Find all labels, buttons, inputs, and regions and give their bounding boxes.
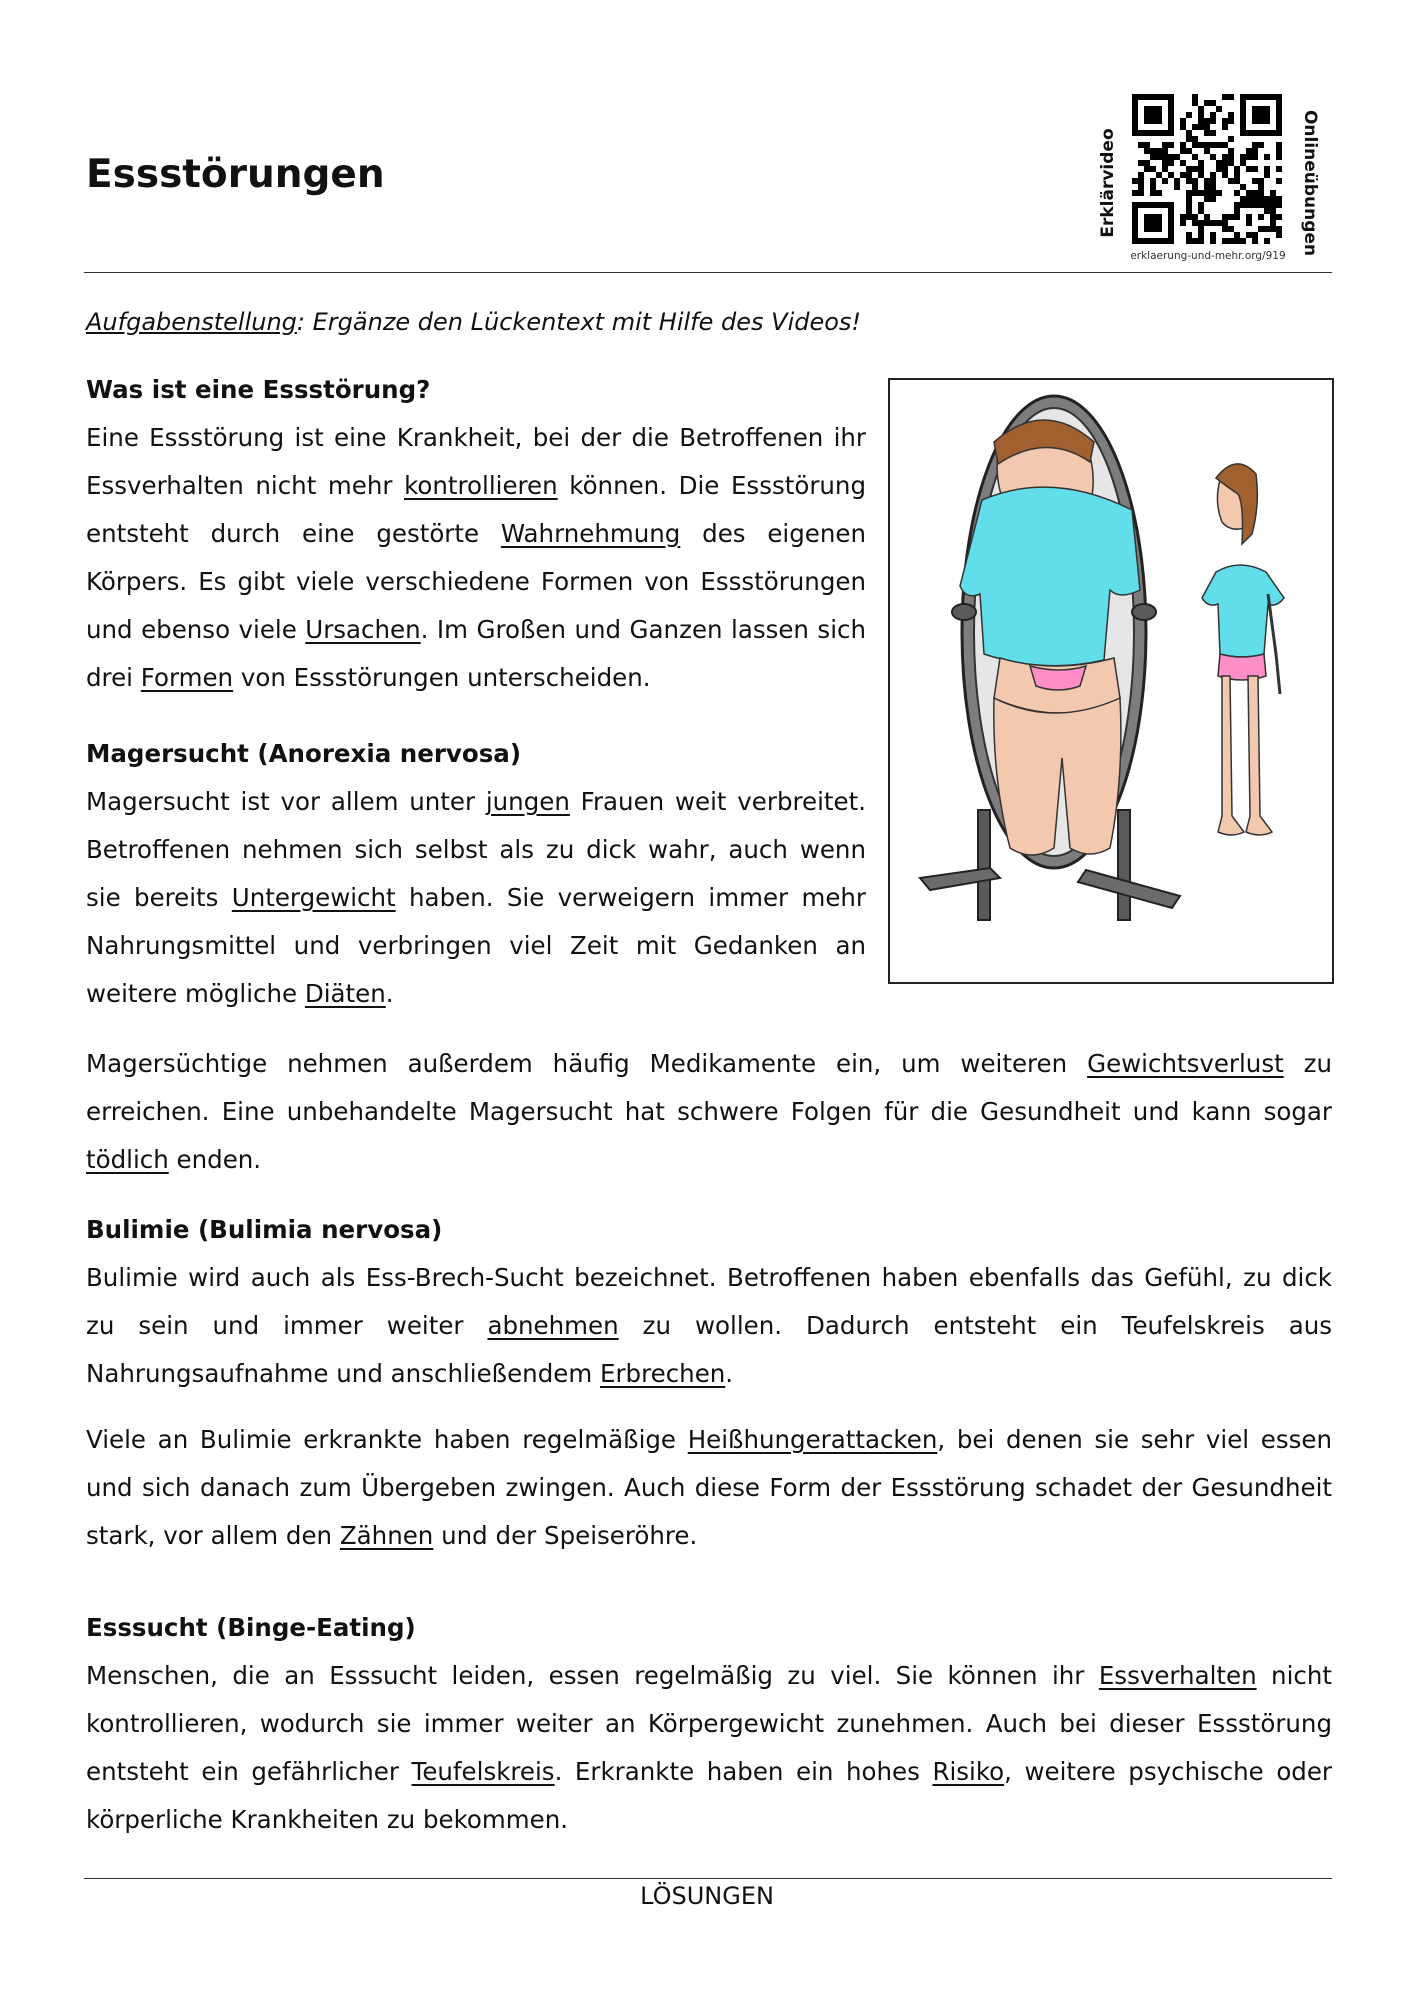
answer-blank: Untergewicht [231, 883, 396, 912]
section-paragraph [86, 1040, 1332, 1184]
text-span: Bulimie wird auch als Ess-Brech-Sucht bezeichnet. Betroffenen haben ebenfalls das Gefühl, zu dick zu sein und immer weiter [86, 1263, 1332, 1340]
text-span: Magersüchtige nehmen außerdem häufig Medikamente ein, um weiteren [86, 1049, 1088, 1078]
section-binge [86, 1604, 1332, 1844]
text-span: können. Die Essstörung entsteht durch eine gestörte [86, 471, 866, 548]
qr-left-label-text: Erklärvideo [1098, 128, 1118, 238]
answer-blank: abnehmen [487, 1311, 619, 1340]
answer-blank: Diäten [304, 979, 386, 1008]
section-anorexia-continued [86, 1040, 1332, 1184]
answer-blank: Risiko [932, 1757, 1005, 1786]
qr-left-label [1088, 128, 1128, 238]
text-span: nicht kontrollieren, wodurch sie immer weiter an Körpergewicht zunehmen. Auch bei dieser Essstörung entsteht ein gefährlicher [86, 1661, 1332, 1786]
answer-blank: Wahrnehmung [500, 519, 681, 548]
answer-blank: Gewichtsverlust [1087, 1049, 1284, 1078]
text-span: Eine Essstörung ist eine Krankheit, bei der die Betroffenen ihr Essverhalten nicht mehr [86, 423, 866, 500]
qr-url[interactable]: erklaerung-und-mehr.org/919 [1130, 250, 1286, 262]
section-paragraph [86, 1652, 1332, 1844]
answer-blank: kontrollieren [404, 471, 558, 500]
text-span: , weitere psychische oder körperliche Krankheiten zu bekommen. [86, 1757, 1333, 1834]
text-span: enden. [168, 1145, 262, 1174]
footer-label: LÖSUNGEN [640, 1882, 774, 1910]
answer-blank: Erbrechen [599, 1359, 726, 1388]
text-span: Menschen, die an Esssucht leiden, essen regelmäßig zu viel. Sie können ihr [86, 1661, 1099, 1690]
instruction [86, 308, 861, 336]
text-span: und der Speiseröhre. [433, 1521, 698, 1550]
answer-blank: jungen [485, 787, 570, 816]
qr-right-label-text: Onlineübungen [1300, 109, 1320, 257]
text-span: zu wollen. Dadurch entsteht ein Teufelskreis aus Nahrungsaufnahme und anschließendem [86, 1311, 1332, 1388]
section-anorexia [86, 730, 866, 1018]
answer-blank: Formen [140, 663, 234, 692]
footer-divider [84, 1878, 1332, 1879]
section-heading: Esssucht (Binge-Eating) [86, 1613, 416, 1642]
text-span: Frauen weit verbreitet. Betroffenen nehmen sich selbst als zu dick wahr, auch wenn sie bereits [86, 787, 866, 912]
section-heading: Was ist eine Essstörung? [86, 375, 431, 404]
text-span: , bei denen sie sehr viel essen und sich danach zum Übergeben zwingen. Auch diese Form der Essstörung schadet der Gesundheit stark, vor allem den [86, 1425, 1332, 1550]
section-paragraph [86, 778, 866, 1018]
answer-blank: Zähnen [339, 1521, 434, 1550]
instruction-text: Ergänze den Lückentext mit Hilfe des Videos! [305, 308, 862, 336]
instruction-colon: : [296, 308, 305, 336]
text-span: . [385, 979, 394, 1008]
section-paragraph [86, 414, 866, 702]
text-span: . Erkrankte haben ein hohes [554, 1757, 933, 1786]
qr-right-label [1290, 108, 1330, 258]
qr-code-icon[interactable] [1132, 94, 1282, 244]
section-heading: Magersucht (Anorexia nervosa) [86, 739, 522, 768]
answer-blank: Ursachen [305, 615, 421, 644]
answer-blank: Teufelskreis [411, 1757, 555, 1786]
answer-blank: Essverhalten [1098, 1661, 1257, 1690]
text-span: des eigenen Körpers. Es gibt viele verschiedene Formen von Essstörungen und ebenso viele [86, 519, 866, 644]
text-span: zu erreichen. Eine unbehandelte Magersucht hat schwere Folgen für die Gesundheit und kann sogar [86, 1049, 1332, 1126]
text-span: . Im Großen und Ganzen lassen sich drei [86, 615, 867, 692]
section-bulimia [86, 1206, 1332, 1560]
text-span: haben. Sie verweigern immer mehr Nahrungsmittel und verbringen viel Zeit mit Gedanken an weitere mögliche [86, 883, 866, 1008]
header-divider [84, 272, 1332, 273]
section-heading: Bulimie (Bulimia nervosa) [86, 1215, 443, 1244]
text-span: Magersucht ist vor allem unter [86, 787, 486, 816]
page-title: Essstörungen [86, 152, 385, 197]
answer-blank: Heißhungerattacken [687, 1425, 938, 1454]
answer-blank: tödlich [86, 1145, 169, 1174]
instruction-label: Aufgabenstellung [86, 308, 297, 336]
text-span: . [725, 1359, 734, 1388]
text-span: von Essstörungen unterscheiden. [233, 663, 651, 692]
section-paragraph [86, 1416, 1332, 1560]
section-paragraph [86, 1254, 1332, 1398]
section-intro [86, 366, 866, 702]
text-span: Viele an Bulimie erkrankte haben regelmäßige [86, 1425, 688, 1454]
mirror-illustration [888, 378, 1334, 984]
